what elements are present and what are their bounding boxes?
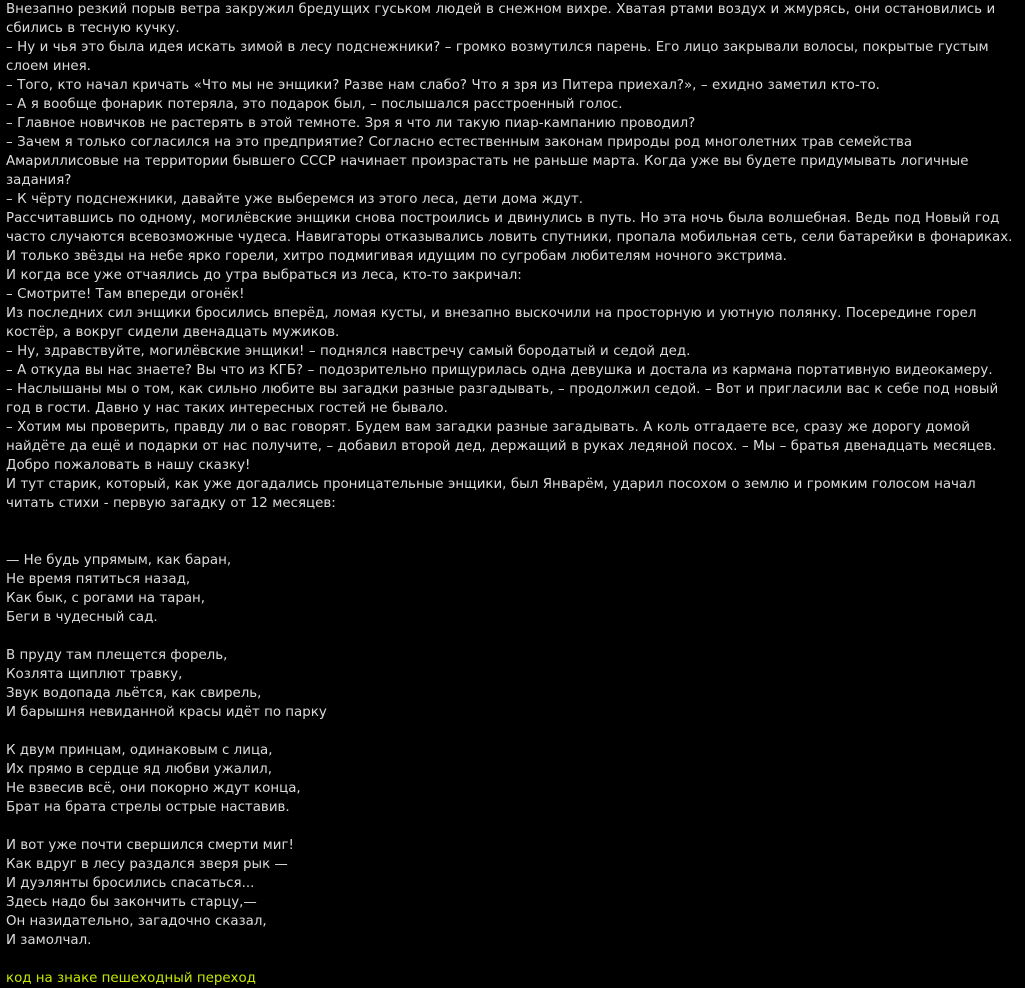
paragraph: Внезапно резкий порыв ветра закружил бредущих гуськом людей в снежном вихре. Хватая ртами воздух и жмурясь, они остановились и сбились в тесную кучку. — [6, 2, 996, 36]
paragraph: – Того, кто начал кричать «Что мы не энщики? Разве нам слабо? Что я зря из Питера приехал?», – ехидно заметил кто-то. — [6, 78, 880, 93]
paragraph: – Зачем я только согласился на это предприятие? Согласно естественным законам природы род многолетних трав семейства Амариллисовые на территории бывшего СССР начинает произрастать не раньше марта. Когда уже вы будете придумывать логичные задания? — [6, 135, 969, 188]
poem-stanza — [6, 646, 1016, 722]
answer-hint: код на знаке пешеходный переход — [6, 971, 256, 986]
poem-line: Не время пятиться назад, — [6, 572, 191, 587]
paragraph: – Главное новичков не растерять в этой темноте. Зря я что ли такую пиар-кампанию проводил? — [6, 116, 696, 131]
document-page — [6, 0, 1016, 988]
story-text — [6, 0, 1016, 513]
stanza-spacer — [6, 627, 1016, 646]
poem-line: Беги в чудесный сад. — [6, 610, 158, 625]
paragraph: – Хотим мы проверить, правду ли о вас говорят. Будем вам загадки разные загадывать. А коль отгадаете все, сразу же дорогу домой найдёте да ещё и подарки от нас получите, – добавил второй дед, держащий в руках ледяной посох. – Мы – братья двенадцать месяцев. Добро пожаловать в нашу сказку! — [6, 420, 997, 473]
paragraph: – А я вообще фонарик потеряла, это подарок был, – послышался расстроенный голос. — [6, 97, 623, 112]
poem-line: И замолчал. — [6, 933, 92, 948]
stanza-spacer — [6, 722, 1016, 741]
poem-line: Козлята щиплют травку, — [6, 667, 183, 682]
poem-line: И дуэлянты бросились спасаться... — [6, 876, 255, 891]
poem-line: Не взвесив всё, они покорно ждут конца, — [6, 781, 301, 796]
spacer — [6, 513, 1016, 551]
paragraph: – Смотрите! Там впереди огонёк! — [6, 287, 245, 302]
poem-line: Брат на брата стрелы острые наставив. — [6, 800, 290, 815]
paragraph: – К чёрту подснежники, давайте уже выберемся из этого леса, дети дома ждут. — [6, 192, 584, 207]
poem-line: Звук водопада льётся, как свирель, — [6, 686, 262, 701]
poem-stanza — [6, 551, 1016, 627]
poem-line: Он назидательно, загадочно сказал, — [6, 914, 267, 929]
paragraph: – Наслышаны мы о том, как сильно любите вы загадки разные разгадывать, – продолжил седой. – Вот и пригласили вас к себе под новый год в гости. Давно у нас таких интересных гостей не бывало. — [6, 382, 999, 416]
stanza-spacer — [6, 817, 1016, 836]
poem-line: Их прямо в сердце яд любви ужалил, — [6, 762, 272, 777]
riddle-poem — [6, 551, 1016, 950]
paragraph: – Ну, здравствуйте, могилёвские энщики! – поднялся навстречу самый бородатый и седой дед. — [6, 344, 691, 359]
paragraph: – Ну и чья это была идея искать зимой в лесу подснежники? – громко возмутился парень. Его лицо закрывали волосы, покрытые густым слоем инея. — [6, 40, 989, 74]
poem-line: И барышня невиданной красы идёт по парку — [6, 705, 327, 720]
paragraph: И тут старик, который, как уже догадались проницательные энщики, был Январём, ударил посохом о землю и громким голосом начал читать стихи - первую загадку от 12 месяцев: — [6, 477, 976, 511]
poem-line: Как вдруг в лесу раздался зверя рык — — [6, 857, 288, 872]
poem-stanza — [6, 836, 1016, 950]
poem-line: Здесь надо бы закончить старцу,— — [6, 895, 257, 910]
poem-line: И вот уже почти свершился смерти миг! — [6, 838, 294, 853]
paragraph: Рассчитавшись по одному, могилёвские энщики снова построились и двинулись в путь. Но эта ночь была волшебная. Ведь под Новый год часто случаются всевозможные чудеса. Навигаторы отказывались ловить спутники, пропала мобильная сеть, сели батарейки в фонариках. И только звёзды на небе ярко горели, хитро подмигивая идущим по сугробам любителям ночного экстрима. — [6, 211, 1013, 264]
paragraph: Из последних сил энщики бросились вперёд, ломая кусты, и внезапно выскочили на просторную и уютную полянку. Посередине горел костёр, а вокруг сидели двенадцать мужиков. — [6, 306, 977, 340]
poem-stanza — [6, 741, 1016, 817]
poem-line: В пруду там плещется форель, — [6, 648, 228, 663]
poem-line: Как бык, с рогами на таран, — [6, 591, 206, 606]
poem-line: — Не будь упрямым, как баран, — [6, 553, 232, 568]
paragraph: – А откуда вы нас знаете? Вы что из КГБ? – подозрительно прищурилась одна девушка и достала из кармана портативную видеокамеру. — [6, 363, 993, 378]
poem-line: К двум принцам, одинаковым с лица, — [6, 743, 273, 758]
paragraph: И когда все уже отчаялись до утра выбраться из леса, кто-то закричал: — [6, 268, 522, 283]
